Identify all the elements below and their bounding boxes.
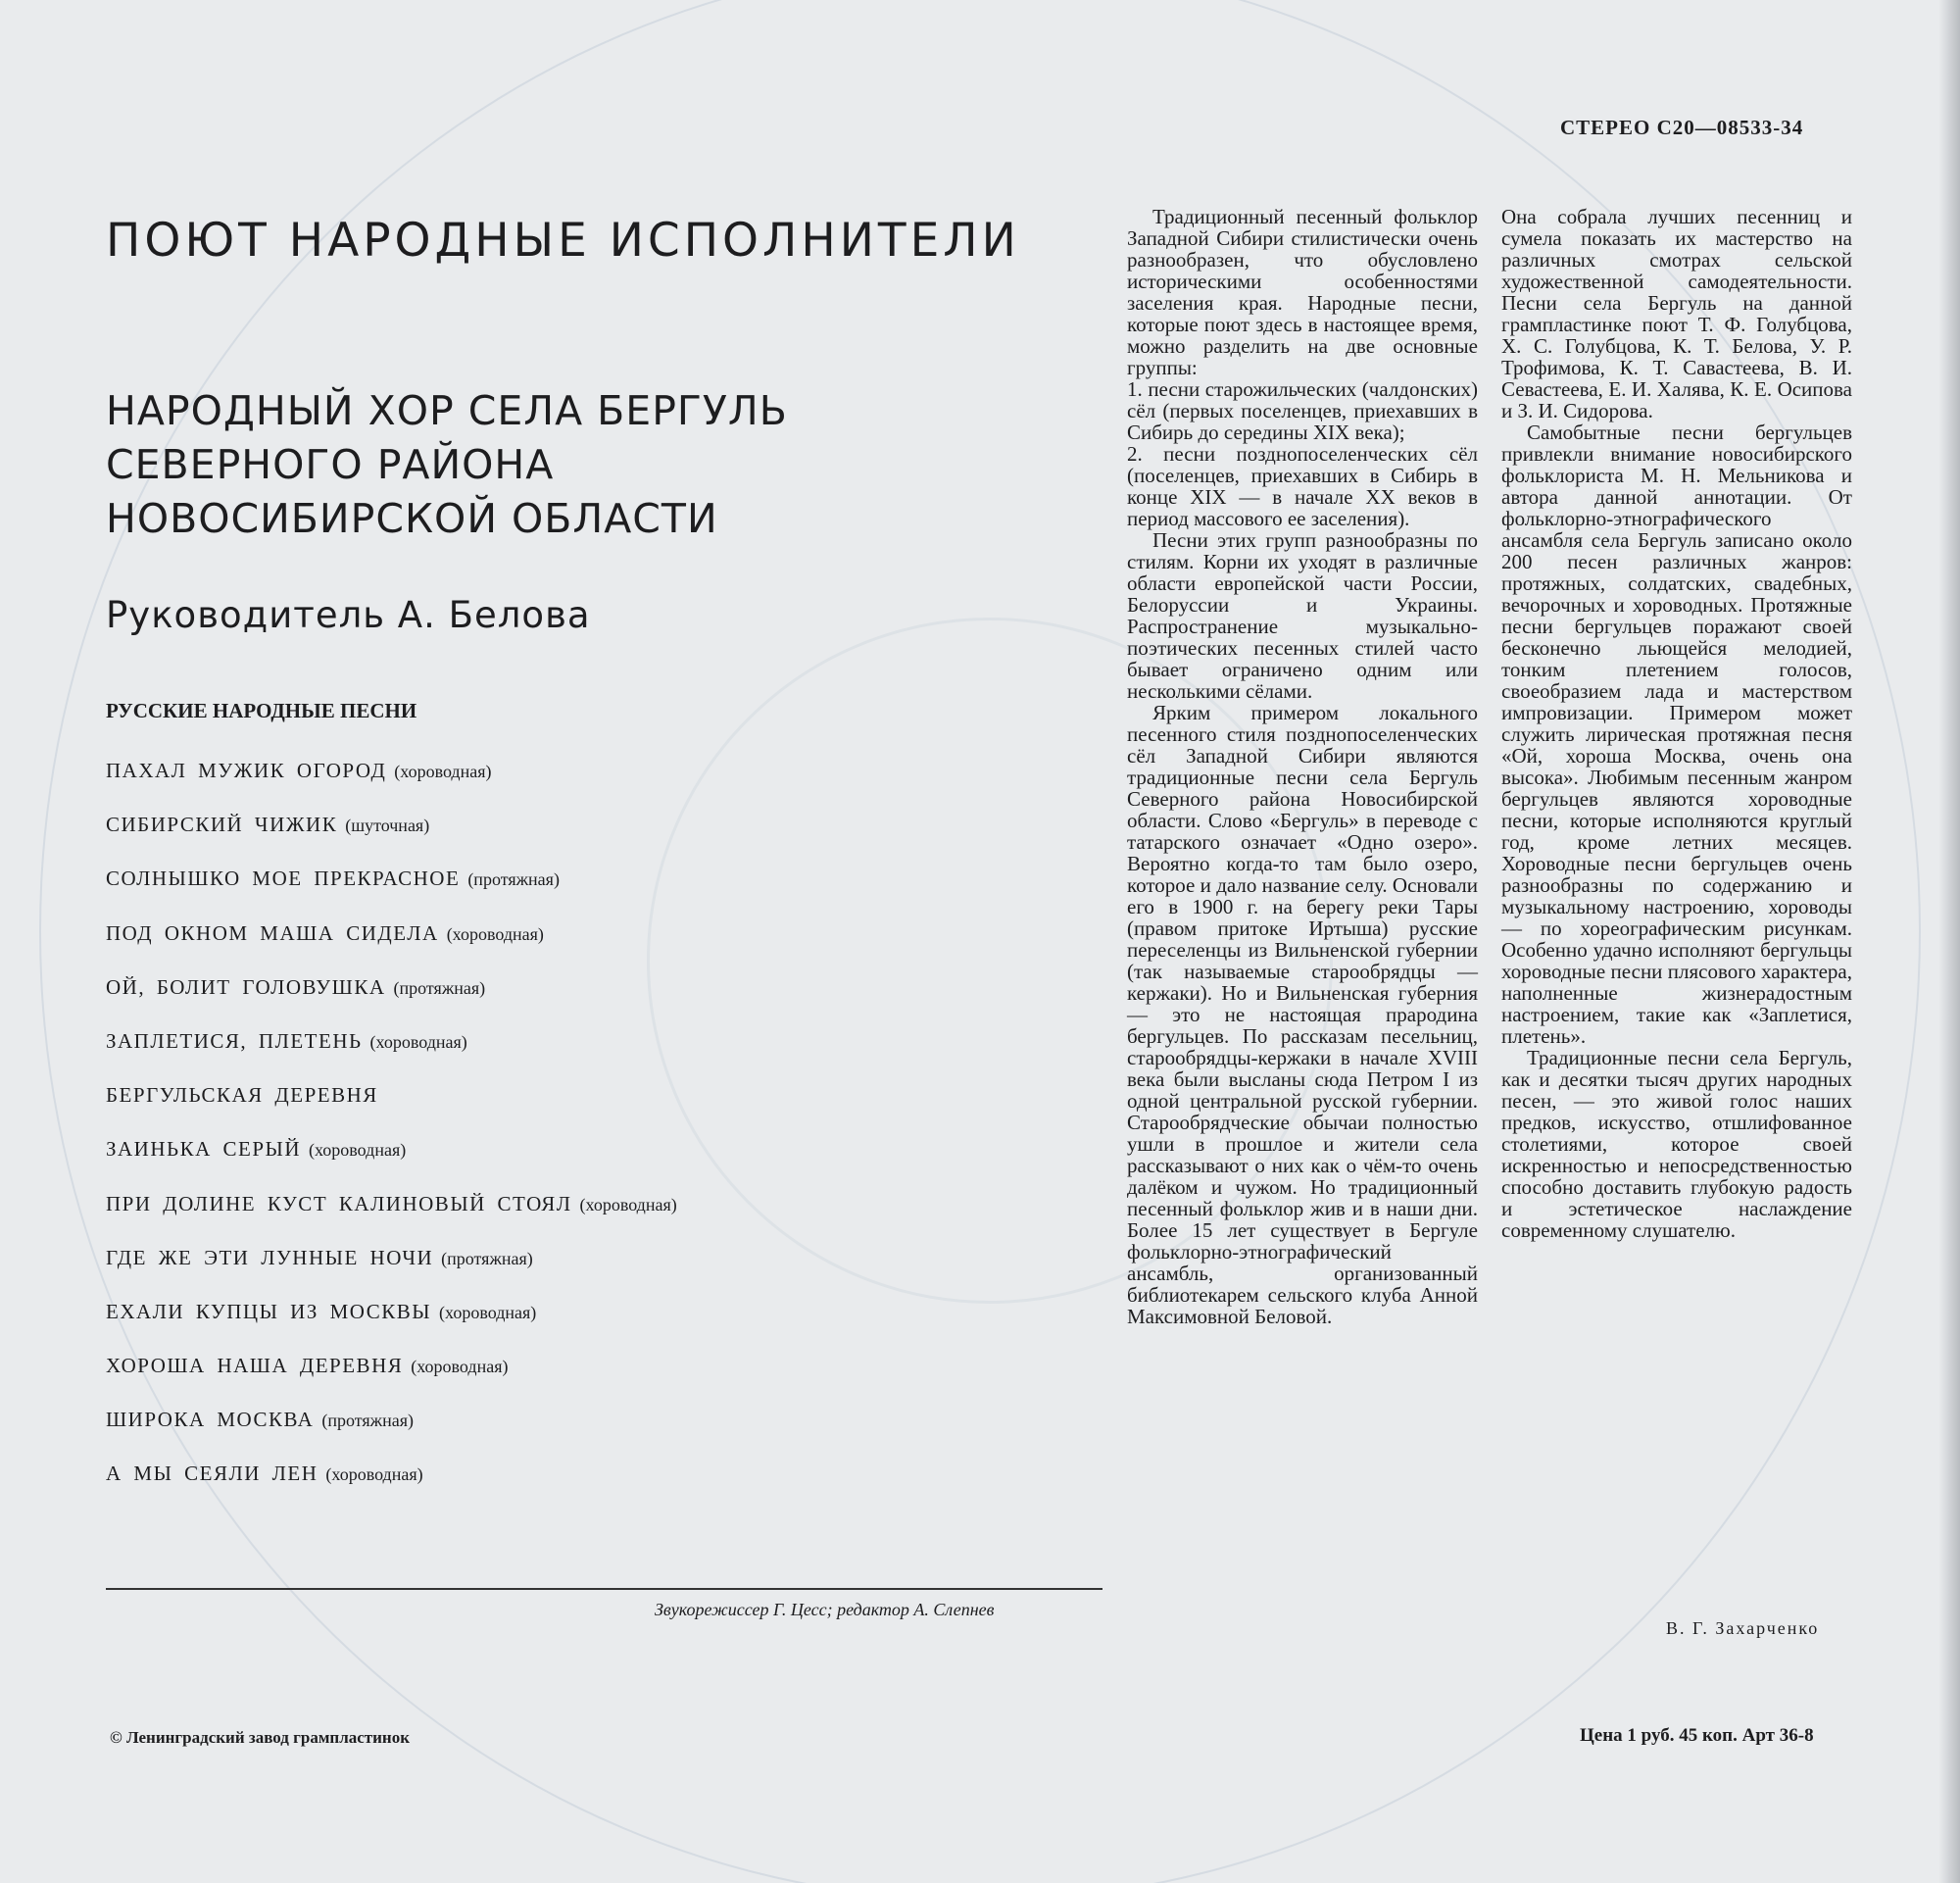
track-item	[106, 1300, 677, 1354]
track-title: А МЫ СЕЯЛИ ЛЕН	[106, 1462, 318, 1486]
sleeve-edge-shadow	[1938, 0, 1960, 1883]
annotation-paragraph: Песни этих групп разнообразны по стилям. Корни их уходят в различные области европейской части России, Белоруссии и Украины. Распространение музыкально-поэтических песенных стилей часто бывает ограничено одним или несколькими сёлами.	[1127, 528, 1478, 703]
track-style: (шуточная)	[345, 816, 430, 836]
track-title: ШИРОКА МОСКВА	[106, 1408, 315, 1432]
track-item	[106, 921, 677, 975]
track-item	[106, 1246, 677, 1300]
annotation-paragraph: Традиционный песенный фольклор Западной Сибири стилистически очень разнообразен, что обусловлено историческими особенностями заселения края. Народные песни, которые поют здесь в настоящее время, можно разделить на две основные группы:	[1127, 205, 1478, 379]
track-item	[106, 1354, 677, 1408]
track-title: СОЛНЫШКО МОЕ ПРЕКРАСНОЕ	[106, 867, 461, 891]
track-style: (хороводная)	[446, 923, 544, 944]
track-item	[106, 1137, 677, 1191]
annotation-author: В. Г. Захарченко	[1666, 1618, 1820, 1638]
track-style: (хороводная)	[411, 1357, 509, 1377]
annotation-column-2	[1501, 206, 1852, 1241]
track-style: (протяжная)	[467, 869, 560, 890]
track-item	[106, 867, 677, 920]
track-style: (хороводная)	[579, 1194, 677, 1214]
track-title: ХОРОША НАША ДЕРЕВНЯ	[106, 1354, 404, 1378]
section-heading: РУССКИЕ НАРОДНЫЕ ПЕСНИ	[106, 699, 417, 722]
track-style: (хороводная)	[439, 1302, 537, 1322]
track-title: ЗАИНЬКА СЕРЫЙ	[106, 1137, 301, 1162]
track-style: (хороводная)	[369, 1031, 467, 1052]
track-title: ПАХАЛ МУЖИК ОГОРОД	[106, 759, 387, 782]
track-title: ОЙ, БОЛИТ ГОЛОВУШКА	[106, 974, 386, 999]
track-style: (протяжная)	[441, 1248, 533, 1268]
production-credits: Звукорежиссер Г. Цесс; редактор А. Слепнев	[655, 1600, 995, 1619]
track-style: (хороводная)	[309, 1140, 407, 1161]
annotation-paragraph: Она собрала лучших песенниц и сумела показать их мастерство на различных смотрах сельской художественной самодеятельности. Песни села Бергуль на данной грампластинке поют Т. Ф. Голубцова, Х. С. Голубцова, К. Т. Белова, У. Р. Трофимова, К. Т. Савастеева, В. И. Севастеева, Е. И. Халява, К. Е. Осипова и З. И. Сидорова.	[1501, 205, 1852, 422]
track-style: (протяжная)	[321, 1411, 414, 1431]
track-title: ПОД ОКНОМ МАША СИДЕЛА	[106, 920, 439, 945]
track-item	[106, 759, 677, 813]
track-title: БЕРГУЛЬСКАЯ ДЕРЕВНЯ	[106, 1083, 378, 1108]
track-item	[106, 1192, 677, 1246]
track-item	[106, 1462, 677, 1515]
track-title: ГДЕ ЖЕ ЭТИ ЛУННЫЕ НОЧИ	[106, 1245, 434, 1269]
ensemble-line: СЕВЕРНОГО РАЙОНА	[106, 441, 555, 488]
track-item	[106, 975, 677, 1029]
track-title: СИБИРСКИЙ ЧИЖИК	[106, 813, 338, 837]
ensemble-line: НАРОДНЫЙ ХОР СЕЛА БЕРГУЛЬ	[106, 387, 788, 434]
annotation-paragraph: Самобытные песни бергульцев привлекли внимание новосибирского фольклориста М. Н. Мельникова и автора данной аннотации. От фольклорно-этнографического ансамбля села Бергуль записано около 200 песен различных жанров: протяжных, солдатских, свадебных, вечорочных и хороводных. Протяжные песни бергульцев поражают своей бесконечно льющейся мелодией, тонким плетением голосов, своеобразием лада и мастерством импровизации. Примером может служить лирическая протяжная песня «Ой, хороша Москва, очень она высока». Любимым песенным жанром бергульцев являются хороводные песни, которые исполняются круглый год, кроме летних месяцев. Хороводные песни бергульцев очень разнообразны по содержанию и музыкальному настроению, хороводы — по хореографическим рисункам. Особенно удачно исполняют бергульцы хороводные песни плясового характера, наполненные жизнерадостным настроением, такие как «Заплетися, плетень».	[1501, 421, 1852, 1048]
annotation-paragraph: Традиционные песни села Бергуль, как и десятки тысяч других народных песен, — это живой голос наших предков, искусство, отшлифованное столетиями, которое своей искренностью и непосредственностью способно доставить глубокую радость и эстетическое наслаждение современному слушателю.	[1501, 1046, 1852, 1242]
track-title: ПРИ ДОЛИНЕ КУСТ КАЛИНОВЫЙ СТОЯЛ	[106, 1191, 572, 1215]
annotation-paragraph: 2. песни позднопоселенческих сёл (поселенцев, приехавших в Сибирь в конце XIX — в начале XX веков в период массового ее заселения).	[1127, 442, 1478, 530]
catalog-number: СТЕРЕО С20—08533-34	[1560, 116, 1804, 139]
series-title: ПОЮТ НАРОДНЫЕ ИСПОЛНИТЕЛИ	[106, 214, 1020, 268]
track-style: (протяжная)	[393, 977, 486, 998]
ensemble-line: НОВОСИБИРСКОЙ ОБЛАСТИ	[106, 495, 718, 542]
track-item	[106, 1029, 677, 1083]
track-style: (хороводная)	[394, 762, 492, 781]
price-info: Цена 1 руб. 45 коп. Арт 36-8	[1580, 1725, 1814, 1746]
annotation-paragraph: 1. песни старожильческих (чалдонских) сёл (первых поселенцев, приехавших в Сибирь до середины XIX века);	[1127, 377, 1478, 444]
copyright-notice: © Ленинградский завод грампластинок	[110, 1728, 411, 1747]
director-credit: Руководитель А. Белова	[106, 594, 591, 636]
track-title: ЕХАЛИ КУПЦЫ ИЗ МОСКВЫ	[106, 1299, 432, 1323]
divider-line	[106, 1588, 1102, 1590]
ensemble-name	[106, 384, 788, 546]
track-item	[106, 1083, 677, 1137]
track-style: (хороводная)	[325, 1464, 423, 1485]
annotation-column-1	[1127, 206, 1478, 1327]
track-item	[106, 1408, 677, 1462]
annotation-paragraph: Ярким примером локального песенного стиля позднопоселенческих сёл Западной Сибири являются традиционные песни села Бергуль Северного района Новосибирской области. Слово «Бергуль» в переводе с татарского означает «Одно озеро». Вероятно когда-то там было озеро, которое и дало название селу. Основали его в 1900 г. на берегу реки Тары (правом притоке Иртыша) русские переселенцы из Вильненской губернии (так называемые старообрядцы — кержаки). Но и Вильненская губерния — это не настоящая прародина бергульцев. По рассказам песельниц, старообрядцы-кержаки в начале XVIII века были высланы сюда Петром I из одной центральной русской губернии. Старообрядческие обычаи полностью ушли в прошлое и жители села рассказывают о них как о чём-то очень далёком и чужом. Но традиционный песенный фольклор жив и в наши дни. Более 15 лет существует в Бергуле фольклорно-этнографический ансамбль, организованный библиотекарем сельского клуба Анной Максимовной Беловой.	[1127, 701, 1478, 1328]
track-title: ЗАПЛЕТИСЯ, ПЛЕТЕНЬ	[106, 1028, 363, 1053]
track-list	[106, 759, 677, 1516]
track-item	[106, 813, 677, 867]
